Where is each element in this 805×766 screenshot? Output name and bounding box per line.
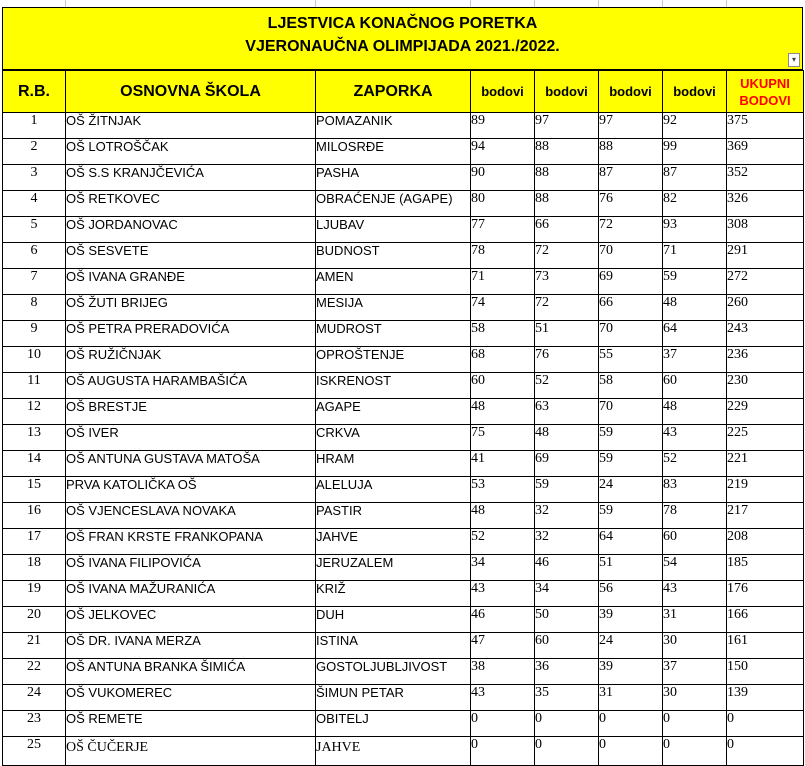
column-divider <box>534 0 535 7</box>
cell-school[interactable]: OŠ IVANA MAŽURANIĆA <box>66 581 316 607</box>
cell-points-2[interactable]: 88 <box>535 165 599 191</box>
cell-points-4[interactable]: 83 <box>663 477 727 503</box>
cell-code[interactable]: ISKRENOST <box>316 373 471 399</box>
table-row <box>3 373 804 399</box>
cell-total[interactable]: 326 <box>727 191 804 217</box>
cell-school[interactable]: OŠ S.S KRANJČEVIĆA <box>66 165 316 191</box>
cell-points-1[interactable]: 43 <box>471 685 535 711</box>
cell-rb[interactable]: 24 <box>3 685 66 711</box>
cell-points-2[interactable]: 69 <box>535 451 599 477</box>
cell-school[interactable]: OŠ VJENCESLAVA NOVAKA <box>66 503 316 529</box>
cell-points-3[interactable]: 51 <box>599 555 663 581</box>
cell-points-3[interactable]: 88 <box>599 139 663 165</box>
cell-code[interactable]: MUDROST <box>316 321 471 347</box>
cell-points-3[interactable]: 0 <box>599 711 663 737</box>
table-row <box>3 451 804 477</box>
cell-code[interactable]: ISTINA <box>316 633 471 659</box>
table-row <box>3 139 804 165</box>
cell-points-1[interactable]: 71 <box>471 269 535 295</box>
cell-points-4[interactable]: 54 <box>663 555 727 581</box>
cell-points-3[interactable]: 58 <box>599 373 663 399</box>
cell-rb[interactable]: 11 <box>3 373 66 399</box>
cell-points-4[interactable]: 31 <box>663 607 727 633</box>
cell-rb[interactable]: 23 <box>3 711 66 737</box>
column-divider <box>662 0 663 7</box>
cell-points-2[interactable]: 52 <box>535 373 599 399</box>
cell-code[interactable]: HRAM <box>316 451 471 477</box>
table-row <box>3 659 804 685</box>
cell-rb[interactable]: 13 <box>3 425 66 451</box>
cell-points-1[interactable]: 60 <box>471 373 535 399</box>
cell-points-1[interactable]: 41 <box>471 451 535 477</box>
header-points-2[interactable]: bodovi <box>535 71 599 113</box>
cell-points-2[interactable]: 48 <box>535 425 599 451</box>
cell-total[interactable]: 0 <box>727 737 804 766</box>
cell-points-4[interactable]: 82 <box>663 191 727 217</box>
cell-points-2[interactable]: 72 <box>535 243 599 269</box>
cell-total[interactable]: 229 <box>727 399 804 425</box>
cell-points-1[interactable]: 48 <box>471 503 535 529</box>
cell-total[interactable]: 221 <box>727 451 804 477</box>
cell-points-4[interactable]: 37 <box>663 659 727 685</box>
cell-school[interactable]: OŠ RUŽIČNJAK <box>66 347 316 373</box>
cell-points-2[interactable]: 34 <box>535 581 599 607</box>
cell-points-1[interactable]: 78 <box>471 243 535 269</box>
cell-code[interactable]: DUH <box>316 607 471 633</box>
cell-total[interactable]: 230 <box>727 373 804 399</box>
cell-points-2[interactable]: 32 <box>535 529 599 555</box>
cell-points-4[interactable]: 48 <box>663 295 727 321</box>
title-line-2: VJERONAUČNA OLIMPIJADA 2021./2022. <box>245 38 560 55</box>
cell-code[interactable]: CRKVA <box>316 425 471 451</box>
cell-points-2[interactable]: 46 <box>535 555 599 581</box>
cell-points-3[interactable]: 55 <box>599 347 663 373</box>
previous-row-strip <box>0 0 805 7</box>
header-total-line-1: UKUPNI <box>740 75 790 91</box>
cell-points-4[interactable]: 37 <box>663 347 727 373</box>
cell-code[interactable]: AMEN <box>316 269 471 295</box>
cell-points-1[interactable]: 58 <box>471 321 535 347</box>
header-points-3[interactable]: bodovi <box>599 71 663 113</box>
cell-points-1[interactable]: 34 <box>471 555 535 581</box>
cell-total[interactable]: 161 <box>727 633 804 659</box>
cell-points-3[interactable]: 59 <box>599 503 663 529</box>
cell-points-2[interactable]: 50 <box>535 607 599 633</box>
cell-total[interactable]: 139 <box>727 685 804 711</box>
cell-points-3[interactable]: 24 <box>599 477 663 503</box>
cell-points-1[interactable]: 75 <box>471 425 535 451</box>
cell-school[interactable]: OŠ LOTROŠČAK <box>66 139 316 165</box>
cell-total[interactable]: 375 <box>727 113 804 139</box>
cell-rb[interactable]: 14 <box>3 451 66 477</box>
column-divider <box>726 0 727 7</box>
cell-points-3[interactable]: 66 <box>599 295 663 321</box>
cell-points-1[interactable]: 53 <box>471 477 535 503</box>
cell-points-2[interactable]: 32 <box>535 503 599 529</box>
results-table <box>2 70 804 766</box>
cell-total[interactable]: 243 <box>727 321 804 347</box>
cell-points-2[interactable]: 63 <box>535 399 599 425</box>
cell-code[interactable]: JAHVE <box>316 737 471 766</box>
cell-school[interactable]: OŠ AUGUSTA HARAMBAŠIĆA <box>66 373 316 399</box>
header-row <box>3 71 804 113</box>
cell-points-3[interactable]: 69 <box>599 269 663 295</box>
cell-points-2[interactable]: 59 <box>535 477 599 503</box>
column-divider <box>65 0 66 7</box>
cell-points-1[interactable]: 74 <box>471 295 535 321</box>
cell-points-2[interactable]: 60 <box>535 633 599 659</box>
table-row <box>3 269 804 295</box>
table-row <box>3 633 804 659</box>
cell-points-3[interactable]: 59 <box>599 425 663 451</box>
cell-total[interactable]: 260 <box>727 295 804 321</box>
cell-code[interactable]: ALELUJA <box>316 477 471 503</box>
cell-rb[interactable]: 7 <box>3 269 66 295</box>
merged-title-cell[interactable] <box>2 7 803 70</box>
cell-school[interactable]: OŠ FRAN KRSTE FRANKOPANA <box>66 529 316 555</box>
cell-points-1[interactable]: 0 <box>471 737 535 766</box>
cell-code[interactable]: JAHVE <box>316 529 471 555</box>
cell-school[interactable]: OŠ IVANA FILIPOVIĆA <box>66 555 316 581</box>
cell-code[interactable]: LJUBAV <box>316 217 471 243</box>
cell-rb[interactable]: 16 <box>3 503 66 529</box>
cell-code[interactable]: PASHA <box>316 165 471 191</box>
cell-rb[interactable]: 8 <box>3 295 66 321</box>
cell-rb[interactable]: 2 <box>3 139 66 165</box>
cell-school[interactable]: OŠ VUKOMEREC <box>66 685 316 711</box>
table-row <box>3 321 804 347</box>
cell-points-3[interactable]: 64 <box>599 529 663 555</box>
cell-points-3[interactable]: 39 <box>599 659 663 685</box>
cell-points-2[interactable]: 72 <box>535 295 599 321</box>
cell-school[interactable]: OŠ BRESTJE <box>66 399 316 425</box>
cell-school[interactable]: PRVA KATOLIČKA OŠ <box>66 477 316 503</box>
cell-points-2[interactable]: 97 <box>535 113 599 139</box>
cell-points-4[interactable]: 59 <box>663 269 727 295</box>
cell-points-3[interactable]: 97 <box>599 113 663 139</box>
cell-points-4[interactable]: 87 <box>663 165 727 191</box>
table-row <box>3 243 804 269</box>
cell-points-1[interactable]: 80 <box>471 191 535 217</box>
cell-total[interactable]: 308 <box>727 217 804 243</box>
cell-total[interactable]: 217 <box>727 503 804 529</box>
cell-code[interactable]: ŠIMUN PETAR <box>316 685 471 711</box>
cell-points-4[interactable]: 48 <box>663 399 727 425</box>
cell-total[interactable]: 166 <box>727 607 804 633</box>
header-points-4[interactable]: bodovi <box>663 71 727 113</box>
cell-total[interactable]: 225 <box>727 425 804 451</box>
cell-points-2[interactable]: 76 <box>535 347 599 373</box>
cell-points-2[interactable]: 0 <box>535 711 599 737</box>
cell-school[interactable]: OŠ ANTUNA BRANKA ŠIMIĆA <box>66 659 316 685</box>
cell-rb[interactable]: 17 <box>3 529 66 555</box>
cell-rb[interactable]: 4 <box>3 191 66 217</box>
cell-points-3[interactable]: 87 <box>599 165 663 191</box>
cell-code[interactable]: BUDNOST <box>316 243 471 269</box>
column-divider <box>315 0 316 7</box>
title-line-1: LJESTVICA KONAČNOG PORETKA <box>267 15 538 32</box>
cell-rb[interactable]: 19 <box>3 581 66 607</box>
cell-school[interactable]: OŠ DR. IVANA MERZA <box>66 633 316 659</box>
cell-points-3[interactable]: 70 <box>599 321 663 347</box>
cell-rb[interactable]: 9 <box>3 321 66 347</box>
cell-points-1[interactable]: 47 <box>471 633 535 659</box>
cell-rb[interactable]: 18 <box>3 555 66 581</box>
cell-points-3[interactable]: 72 <box>599 217 663 243</box>
table-row <box>3 529 804 555</box>
header-total-line-2: BODOVI <box>739 92 791 108</box>
cell-points-2[interactable]: 36 <box>535 659 599 685</box>
cell-points-1[interactable]: 89 <box>471 113 535 139</box>
table-row <box>3 113 804 139</box>
cell-points-1[interactable]: 48 <box>471 399 535 425</box>
cell-code[interactable]: POMAZANIK <box>316 113 471 139</box>
table-row <box>3 347 804 373</box>
cell-rb[interactable]: 20 <box>3 607 66 633</box>
cell-points-3[interactable]: 56 <box>599 581 663 607</box>
table-row <box>3 217 804 243</box>
cell-points-4[interactable]: 92 <box>663 113 727 139</box>
cell-code[interactable]: OBRAĆENJE (AGAPE) <box>316 191 471 217</box>
cell-points-3[interactable]: 59 <box>599 451 663 477</box>
cell-points-4[interactable]: 0 <box>663 711 727 737</box>
table-row <box>3 477 804 503</box>
cell-points-1[interactable]: 52 <box>471 529 535 555</box>
filter-dropdown-icon[interactable]: ▾ <box>788 53 800 67</box>
cell-school[interactable]: OŠ RETKOVEC <box>66 191 316 217</box>
table-row <box>3 503 804 529</box>
cell-total[interactable]: 369 <box>727 139 804 165</box>
cell-rb[interactable]: 21 <box>3 633 66 659</box>
cell-points-4[interactable]: 71 <box>663 243 727 269</box>
header-school[interactable]: OSNOVNA ŠKOLA <box>66 71 316 113</box>
cell-rb[interactable]: 10 <box>3 347 66 373</box>
cell-points-2[interactable]: 88 <box>535 139 599 165</box>
cell-total[interactable]: 208 <box>727 529 804 555</box>
column-divider <box>470 0 471 7</box>
table-row <box>3 555 804 581</box>
cell-points-4[interactable]: 30 <box>663 633 727 659</box>
cell-rb[interactable]: 25 <box>3 737 66 766</box>
cell-points-2[interactable]: 0 <box>535 737 599 766</box>
cell-code[interactable]: PASTIR <box>316 503 471 529</box>
cell-total[interactable]: 0 <box>727 711 804 737</box>
cell-total[interactable]: 150 <box>727 659 804 685</box>
cell-points-4[interactable]: 93 <box>663 217 727 243</box>
cell-school[interactable]: OŠ ANTUNA GUSTAVA MATOŠA <box>66 451 316 477</box>
cell-code[interactable]: MESIJA <box>316 295 471 321</box>
table-row <box>3 295 804 321</box>
cell-rb[interactable]: 15 <box>3 477 66 503</box>
cell-points-4[interactable]: 60 <box>663 529 727 555</box>
cell-points-2[interactable]: 66 <box>535 217 599 243</box>
cell-points-4[interactable]: 30 <box>663 685 727 711</box>
cell-rb[interactable]: 5 <box>3 217 66 243</box>
cell-points-1[interactable]: 68 <box>471 347 535 373</box>
cell-points-3[interactable]: 24 <box>599 633 663 659</box>
cell-points-4[interactable]: 60 <box>663 373 727 399</box>
cell-points-1[interactable]: 0 <box>471 711 535 737</box>
column-divider <box>598 0 599 7</box>
cell-school[interactable]: OŠ PETRA PRERADOVIĆA <box>66 321 316 347</box>
cell-points-2[interactable]: 35 <box>535 685 599 711</box>
table-row <box>3 425 804 451</box>
cell-school[interactable]: OŠ ŽUTI BRIJEG <box>66 295 316 321</box>
cell-points-2[interactable]: 73 <box>535 269 599 295</box>
header-rb[interactable]: R.B. <box>3 71 66 113</box>
cell-points-3[interactable]: 76 <box>599 191 663 217</box>
cell-total[interactable]: 236 <box>727 347 804 373</box>
cell-code[interactable]: KRIŽ <box>316 581 471 607</box>
cell-school[interactable]: OŠ REMETE <box>66 711 316 737</box>
cell-school[interactable]: OŠ IVANA GRANĐE <box>66 269 316 295</box>
header-points-1[interactable]: bodovi <box>471 71 535 113</box>
cell-points-1[interactable]: 77 <box>471 217 535 243</box>
cell-points-3[interactable]: 70 <box>599 243 663 269</box>
table-row <box>3 581 804 607</box>
cell-total[interactable]: 176 <box>727 581 804 607</box>
cell-total[interactable]: 219 <box>727 477 804 503</box>
cell-rb[interactable]: 22 <box>3 659 66 685</box>
table-body <box>3 113 804 766</box>
cell-code[interactable]: OPROŠTENJE <box>316 347 471 373</box>
cell-points-4[interactable]: 52 <box>663 451 727 477</box>
cell-points-1[interactable]: 38 <box>471 659 535 685</box>
cell-total[interactable]: 352 <box>727 165 804 191</box>
header-total[interactable] <box>727 71 804 113</box>
table-row <box>3 165 804 191</box>
cell-points-4[interactable]: 43 <box>663 581 727 607</box>
cell-rb[interactable]: 1 <box>3 113 66 139</box>
cell-points-3[interactable]: 0 <box>599 737 663 766</box>
cell-school[interactable]: OŠ ŽITNJAK <box>66 113 316 139</box>
cell-total[interactable]: 291 <box>727 243 804 269</box>
cell-school[interactable]: OŠ SESVETE <box>66 243 316 269</box>
cell-code[interactable]: AGAPE <box>316 399 471 425</box>
cell-rb[interactable]: 12 <box>3 399 66 425</box>
table-row <box>3 685 804 711</box>
cell-total[interactable]: 272 <box>727 269 804 295</box>
cell-points-1[interactable]: 46 <box>471 607 535 633</box>
cell-points-4[interactable]: 78 <box>663 503 727 529</box>
cell-school[interactable]: OŠ ČUČERJE <box>66 737 316 766</box>
cell-points-2[interactable]: 51 <box>535 321 599 347</box>
cell-rb[interactable]: 3 <box>3 165 66 191</box>
cell-code[interactable]: OBITELJ <box>316 711 471 737</box>
header-code[interactable]: ZAPORKA <box>316 71 471 113</box>
cell-code[interactable]: GOSTOLJUBLJIVOST <box>316 659 471 685</box>
cell-points-1[interactable]: 43 <box>471 581 535 607</box>
cell-code[interactable]: MILOSRĐE <box>316 139 471 165</box>
cell-school[interactable]: OŠ JELKOVEC <box>66 607 316 633</box>
cell-points-4[interactable]: 43 <box>663 425 727 451</box>
table-row <box>3 399 804 425</box>
table-row <box>3 737 804 766</box>
cell-rb[interactable]: 6 <box>3 243 66 269</box>
cell-code[interactable]: JERUZALEM <box>316 555 471 581</box>
cell-total[interactable]: 185 <box>727 555 804 581</box>
cell-school[interactable]: OŠ JORDANOVAC <box>66 217 316 243</box>
cell-points-3[interactable]: 31 <box>599 685 663 711</box>
cell-points-4[interactable]: 99 <box>663 139 727 165</box>
table-row <box>3 607 804 633</box>
cell-points-1[interactable]: 90 <box>471 165 535 191</box>
table-row <box>3 711 804 737</box>
cell-points-4[interactable]: 64 <box>663 321 727 347</box>
cell-school[interactable]: OŠ IVER <box>66 425 316 451</box>
cell-points-1[interactable]: 94 <box>471 139 535 165</box>
cell-points-4[interactable]: 0 <box>663 737 727 766</box>
table-row <box>3 191 804 217</box>
cell-points-3[interactable]: 39 <box>599 607 663 633</box>
cell-points-2[interactable]: 88 <box>535 191 599 217</box>
cell-points-3[interactable]: 70 <box>599 399 663 425</box>
